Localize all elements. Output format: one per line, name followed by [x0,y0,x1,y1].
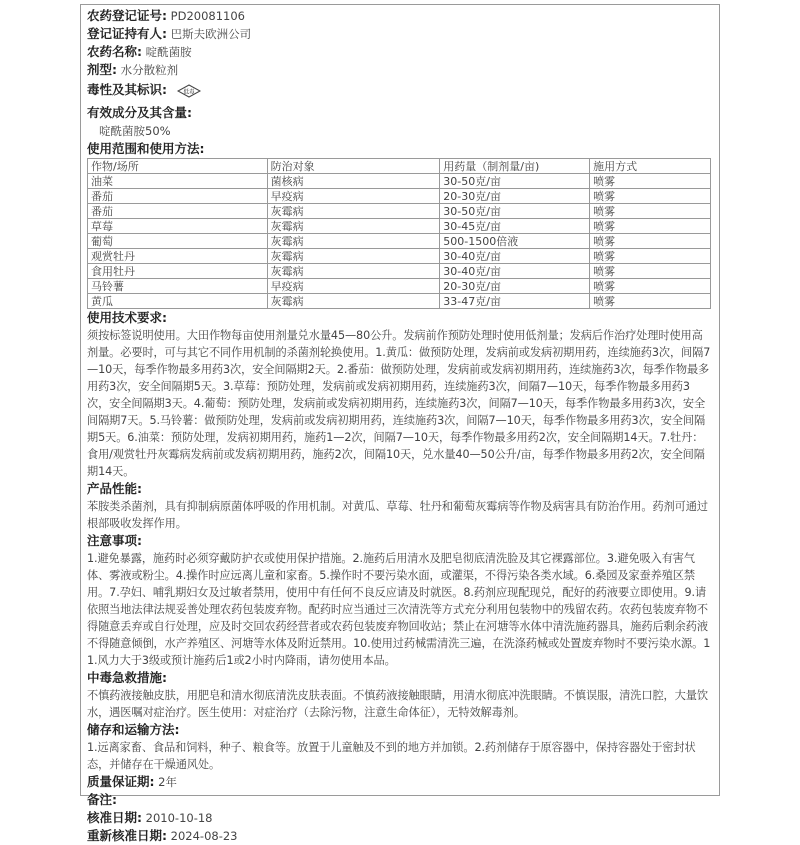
table-row [88,189,711,204]
table-row [88,219,711,234]
cell-method: 喷雾 [590,219,711,234]
cell-target: 灰霉病 [267,234,440,249]
name-label: 农药名称: [87,44,142,59]
usage-table [87,158,711,309]
remarks-label: 备注: [87,792,117,807]
usage-table-header [88,159,711,174]
warranty-row [87,773,715,791]
table-row [88,234,711,249]
caution-text: 1.避免暴露，施药时必须穿戴防护衣或使用保护措施。2.施药后用清水及肥皂彻底清洗脸及其它裸露部位。3.避免吸入有害气体、雾液或粉尘。4.操作时应远离儿童和家畜。5.操作时不要污染水面，或灌渠，不得污染各类水域。6.桑园及家蚕养殖区禁用。7.孕妇、哺乳期妇女及过敏者禁用，使用中有任何不良反应请及时就医。8.药剂应现配现兑，配好的药液要立即使用。9.请依照当地法律法规妥善处理农药包装废弃物。配药时应当通过三次清洗等方式充分利用包装物中的残留农药。农药包装废弃物不得随意丢弃或自行处理，应及时交回农药经营者或农药包装废弃物回收站；禁止在河塘等水体中清洗施药器具，施药后剩余药液不得随意倾倒，水产养殖区、河塘等水体及附近禁用。10.使用过药械需清洗三遍，在洗涤药械或处置废弃物时不要污染水源。11.风力大于3级或预计施药后1或2小时内降雨，请勿使用本品。 [87,552,711,667]
form-row [87,61,715,79]
header-method: 施用方式 [590,159,711,174]
cell-crop: 番茄 [88,189,268,204]
cell-dosage: 30-40克/亩 [440,249,590,264]
approval-label: 核准日期: [87,810,142,825]
cell-target: 早疫病 [267,279,440,294]
storage-text: 1.远离家畜、食品和饲料，种子、粮食等。放置于儿童触及不到的地方并加锁。2.药剂储存于原容器中，保持容器处于密封状态，并储存在干燥通风处。 [87,741,696,771]
cell-dosage: 33-47克/亩 [440,294,590,309]
tech-label: 使用技术要求: [87,310,167,325]
reg-no-label: 农药登记证号: [87,8,167,23]
cell-dosage: 20-30克/亩 [440,279,590,294]
approval-row [87,809,715,827]
caution-label: 注意事项: [87,533,142,548]
header-target: 防治对象 [267,159,440,174]
table-row [88,294,711,309]
cell-dosage: 20-30克/亩 [440,189,590,204]
cell-target: 灰霉病 [267,294,440,309]
name-row [87,43,715,61]
cell-method: 喷雾 [590,174,711,189]
toxicity-label: 毒性及其标识: [87,82,167,97]
cell-method: 喷雾 [590,234,711,249]
ingredient-label: 有效成分及其含量: [87,105,192,120]
approval-value: 2010-10-18 [145,811,213,825]
cell-dosage: 30-40克/亩 [440,264,590,279]
cell-target: 灰霉病 [267,204,440,219]
name-value: 啶酰菌胺 [145,45,192,59]
holder-value: 巴斯夫欧洲公司 [170,27,252,41]
cell-method: 喷雾 [590,294,711,309]
cell-crop: 草莓 [88,219,268,234]
cell-method: 喷雾 [590,279,711,294]
cell-method: 喷雾 [590,204,711,219]
reg-no-row [87,7,715,25]
toxicity-row [87,79,715,101]
reapproval-row [87,827,715,845]
cell-dosage: 30-45克/亩 [440,219,590,234]
table-row [88,279,711,294]
warranty-value: 2年 [158,775,177,789]
reg-no-value: PD20081106 [170,9,245,23]
warranty-label: 质量保证期: [87,774,155,789]
holder-row [87,25,715,43]
cell-target: 灰霉病 [267,219,440,234]
cell-crop: 观赏牡丹 [88,249,268,264]
holder-label: 登记证持有人: [87,26,167,41]
perf-text: 苯胺类杀菌剂，具有抑制病原菌体呼吸的作用机制。对黄瓜、草莓、牡丹和葡萄灰霉病等作物及病害具有防治作用。药剂可通过根部吸收发挥作用。 [87,500,708,530]
badge-text: 低毒 [183,89,195,95]
cell-dosage: 500-1500倍液 [440,234,590,249]
cell-crop: 葡萄 [88,234,268,249]
cell-target: 早疫病 [267,189,440,204]
cell-crop: 油菜 [88,174,268,189]
cell-method: 喷雾 [590,189,711,204]
cell-method: 喷雾 [590,249,711,264]
cell-target: 菌核病 [267,174,440,189]
reapproval-value: 2024-08-23 [170,829,238,843]
remarks-row [87,791,715,809]
cell-crop: 黄瓜 [88,294,268,309]
cell-crop: 番茄 [88,204,268,219]
firstaid-label: 中毒急救措施: [87,670,167,685]
ingredient-value: 啶酰菌胺50% [99,124,171,138]
low-toxicity-badge-icon [177,84,201,98]
cell-target: 灰霉病 [267,264,440,279]
storage-label: 储存和运输方法: [87,722,180,737]
header-dosage: 用药量（制剂量/亩) [440,159,590,174]
cell-method: 喷雾 [590,264,711,279]
form-label: 剂型: [87,62,117,77]
cell-crop: 马铃薯 [88,279,268,294]
table-row [88,204,711,219]
reapproval-label: 重新核准日期: [87,828,167,843]
table-row [88,264,711,279]
header-crop: 作物/场所 [88,159,268,174]
form-value: 水分散粒剂 [120,63,179,77]
firstaid-text: 不慎药液接触皮肤，用肥皂和清水彻底清洗皮肤表面。不慎药液接触眼睛，用清水彻底冲洗眼睛。不慎误服，清洗口腔，大量饮水，遇医嘱对症治疗。医生使用：对症治疗（去除污物，注意生命体征），无特效解毒剂。 [87,689,708,719]
table-row [88,174,711,189]
cell-crop: 食用牡丹 [88,264,268,279]
tech-text: 须按标签说明使用。大田作物每亩使用剂量兑水量45—80公升。发病前作预防处理时使用低剂量；发病后作治疗处理时使用高剂量。必要时，可与其它不同作用机制的杀菌剂轮换使用。1.黄瓜：做预防处理，发病前或发病初期用药，连续施药3次，间隔7—10天，每季作物最多用药3次，安全间隔期2天。2.番茄：做预防处理，发病前或发病初期用药，连续施药3次，每季作物最多用药3次，安全间隔期5天。3.草莓：预防处理，发病前或发病初期用药，连续施药3次，间隔7—10天，每季作物最多用药3次，安全间隔期3天。4.葡萄：预防处理，发病前或发病初期用药，连续施药3次，间隔7—10天，每季作物最多用药3次，安全间隔期7天。5.马铃薯：做预防处理，发病前或发病初期用药，连续施药3次，间隔7—10天，每季作物最多用药3次，安全间隔期5天。6.油菜：预防处理，发病初期用药，施药1—2次，间隔7—10天，每季作物最多用药2次，安全间隔期14天。7.牡丹：食用/观赏牡丹灰霉病发病前或发病初期用药，施药2次，间隔10天，兑水量40—50公升/亩，每季作物最多用药2次，安全间隔期14天。 [87,329,711,478]
usage-scope-label: 使用范围和使用方法: [87,141,205,156]
cell-dosage: 30-50克/亩 [440,204,590,219]
perf-label: 产品性能: [87,481,142,496]
table-row [88,249,711,264]
cell-dosage: 30-50克/亩 [440,174,590,189]
label-document [80,4,720,843]
cell-target: 灰霉病 [267,249,440,264]
